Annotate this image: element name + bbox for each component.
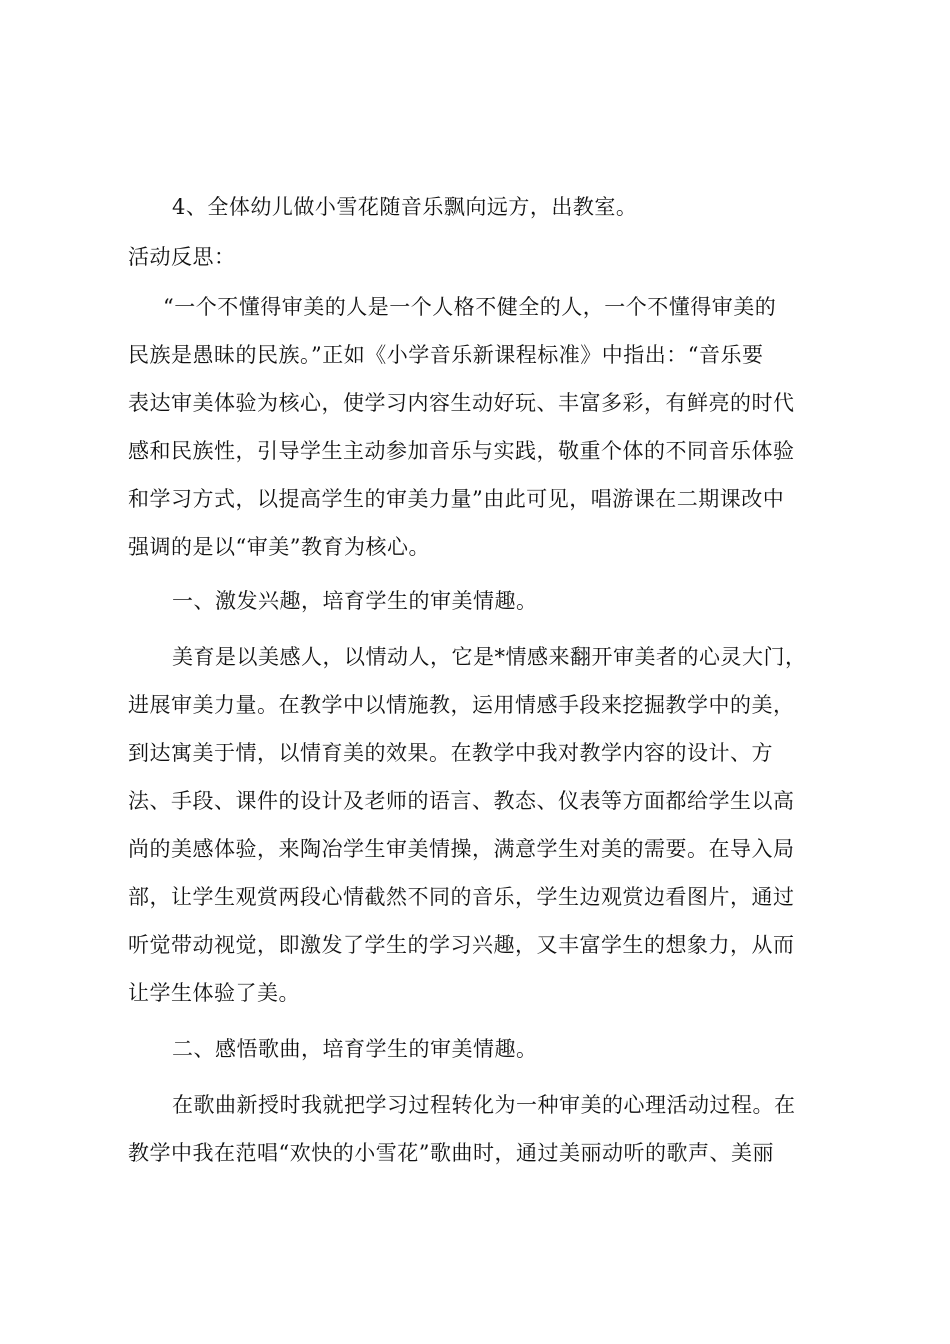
section-1-line-4: 法、手段、课件的设计及老师的语言、教态、仪表等方面都给学生以高 [128, 789, 795, 813]
section-1-line-6: 部，让学生观赏两段心情截然不同的音乐，学生边观赏边看图片，通过 [128, 885, 795, 909]
step-4-text: 4、全体幼儿做小雪花随音乐飘向远方，出教室。 [172, 195, 638, 219]
intro-line-1: “一个不懂得审美的人是一个人格不健全的人，一个不懂得审美的 [163, 295, 777, 319]
intro-line-3: 表达审美体验为核心，使学习内容生动好玩、丰富多彩，有鲜亮的时代 [128, 391, 795, 415]
intro-line-2: 民族是愚昧的民族。”正如《小学音乐新课程标准》中指出：“音乐要 [128, 343, 764, 367]
section-1-line-8: 让学生体验了美。 [128, 981, 300, 1005]
intro-line-4: 感和民族性，引导学生主动参加音乐与实践，敬重个体的不同音乐体验 [128, 439, 795, 463]
intro-line-6: 强调的是以“审美”教育为核心。 [128, 535, 430, 559]
section-2-heading: 二、感悟歌曲，培育学生的审美情趣。 [172, 1037, 538, 1061]
section-1-line-7: 听觉带动视觉，即激发了学生的学习兴趣，又丰富学生的想象力，从而 [128, 933, 795, 957]
intro-line-5: 和学习方式，以提高学生的审美力量”由此可见，唱游课在二期课改中 [128, 487, 785, 511]
section-1-line-3: 到达寓美于情，以情育美的效果。在教学中我对教学内容的设计、方 [128, 741, 773, 765]
reflection-heading: 活动反思： [128, 245, 236, 269]
section-1-line-5: 尚的美感体验，来陶冶学生审美情操，满意学生对美的需要。在导入局 [128, 837, 795, 861]
section-1-heading: 一、激发兴趣，培育学生的审美情趣。 [172, 589, 538, 613]
section-1-line-1: 美育是以美感人，以情动人，它是*情感来翻开审美者的心灵大门， [172, 645, 807, 669]
section-1-line-2: 进展审美力量。在教学中以情施教，运用情感手段来挖掘教学中的美， [128, 693, 795, 717]
section-2-line-2: 教学中我在范唱“欢快的小雪花”歌曲时，通过美丽动听的歌声、美丽 [128, 1141, 774, 1165]
section-2-line-1: 在歌曲新授时我就把学习过程转化为一种审美的心理活动过程。在 [172, 1093, 796, 1117]
